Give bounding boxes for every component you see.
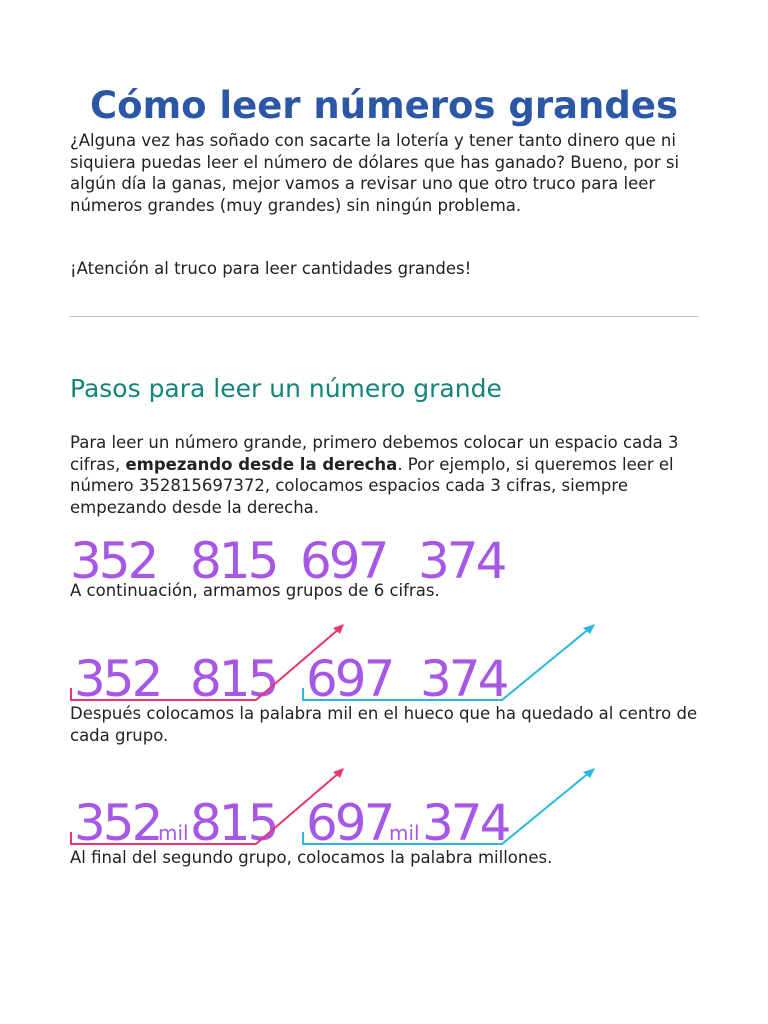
figure-mil-groups	[0, 762, 768, 852]
group-3-digits: 697	[306, 650, 393, 708]
group-3-digits: 697	[300, 532, 387, 585]
step1-text-after: . Por ejemplo, si queremos leer el número 352815697372, colocamos espacios cada 3 cifras, siempre empezando desde la derecha.	[70, 454, 674, 517]
figure-spaced-groups	[0, 530, 768, 585]
step3-paragraph: Después colocamos la palabra mil en el hueco que ha quedado al centro de cada grupo.	[70, 704, 698, 745]
mil-word-1: mil	[158, 821, 189, 845]
step1-text-bold: empezando desde la derecha	[125, 454, 398, 474]
group-2-digits: 815	[190, 794, 277, 852]
group-1-digits: 352	[74, 650, 161, 708]
page-title: Cómo leer números grandes	[90, 84, 678, 127]
section-divider	[70, 316, 698, 317]
group-2-digits: 815	[190, 650, 277, 708]
intro-paragraph: ¿Alguna vez has soñado con sacarte la lotería y tener tanto dinero que ni siquiera puedas leer el número de dólares que has ganado? Bueno, por si algún día la ganas, mejor vamos a revisar uno que otro truco para leer números grandes (muy grandes) sin ningún problema.	[70, 131, 680, 215]
step4-paragraph: Al final del segundo grupo, colocamos la palabra millones.	[70, 848, 553, 867]
group-1-digits: 352	[70, 532, 157, 585]
step1-text-before: Para leer un número grande, primero debemos colocar un espacio cada 3 cifras,	[70, 433, 679, 474]
figure-six-digit-groups	[0, 618, 768, 708]
figure-six-digit-groups-svg	[0, 618, 768, 708]
group-4-digits: 374	[418, 532, 505, 585]
group-3-digits: 697	[306, 794, 393, 852]
group-4-digits: 374	[422, 794, 509, 852]
mil-word-2: mil	[389, 821, 420, 845]
group-1-digits: 352	[74, 794, 161, 852]
group-2-digits: 815	[190, 532, 277, 585]
group-4-digits: 374	[420, 650, 507, 708]
figure-spaced-groups-svg	[0, 530, 768, 585]
intro-callout: ¡Atención al truco para leer cantidades grandes!	[70, 259, 472, 278]
figure-mil-groups-svg	[0, 762, 768, 852]
step2-paragraph: A continuación, armamos grupos de 6 cifras.	[70, 581, 440, 600]
section-title: Pasos para leer un número grande	[70, 374, 502, 403]
step1-paragraph	[70, 432, 710, 518]
